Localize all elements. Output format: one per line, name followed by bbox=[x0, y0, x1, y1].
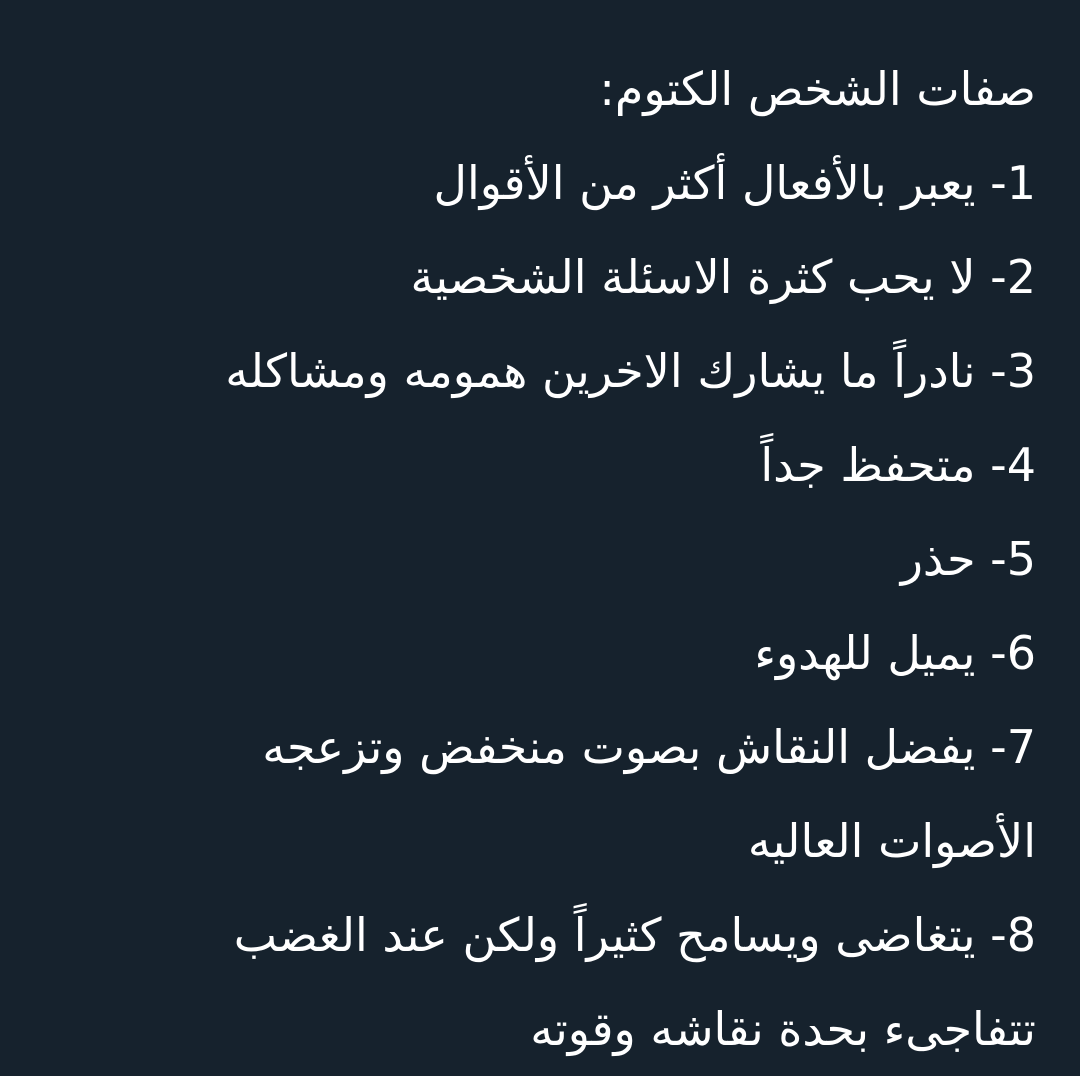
trait-line-8: 8- يتغاضى ويسامح كثيراً ولكن عند الغضب bbox=[233, 908, 1036, 962]
trait-line-7: 7- يفضل النقاش بصوت منخفض وتزعجه bbox=[262, 720, 1036, 774]
trait-line-2: 2- لا يحب كثرة الاسئلة الشخصية bbox=[410, 250, 1036, 304]
trait-line-5: 5- حذر bbox=[900, 532, 1036, 586]
post-text-block bbox=[40, 42, 1036, 1076]
trait-line-1: 1- يعبر بالأفعال أكثر من الأقوال bbox=[433, 156, 1036, 210]
trait-line-6: 6- يميل للهدوء bbox=[754, 626, 1036, 680]
trait-line-4: 4- متحفظ جداً bbox=[760, 438, 1036, 492]
trait-line-8-continued: تتفاجىء بحدة نقاشه وقوته bbox=[530, 1002, 1036, 1056]
trait-line-7-continued: الأصوات العاليه bbox=[747, 814, 1036, 868]
post-title: صفات الشخص الكتوم: bbox=[599, 62, 1036, 116]
trait-line-3: 3- نادراً ما يشارك الاخرين همومه ومشاكله bbox=[225, 344, 1036, 398]
